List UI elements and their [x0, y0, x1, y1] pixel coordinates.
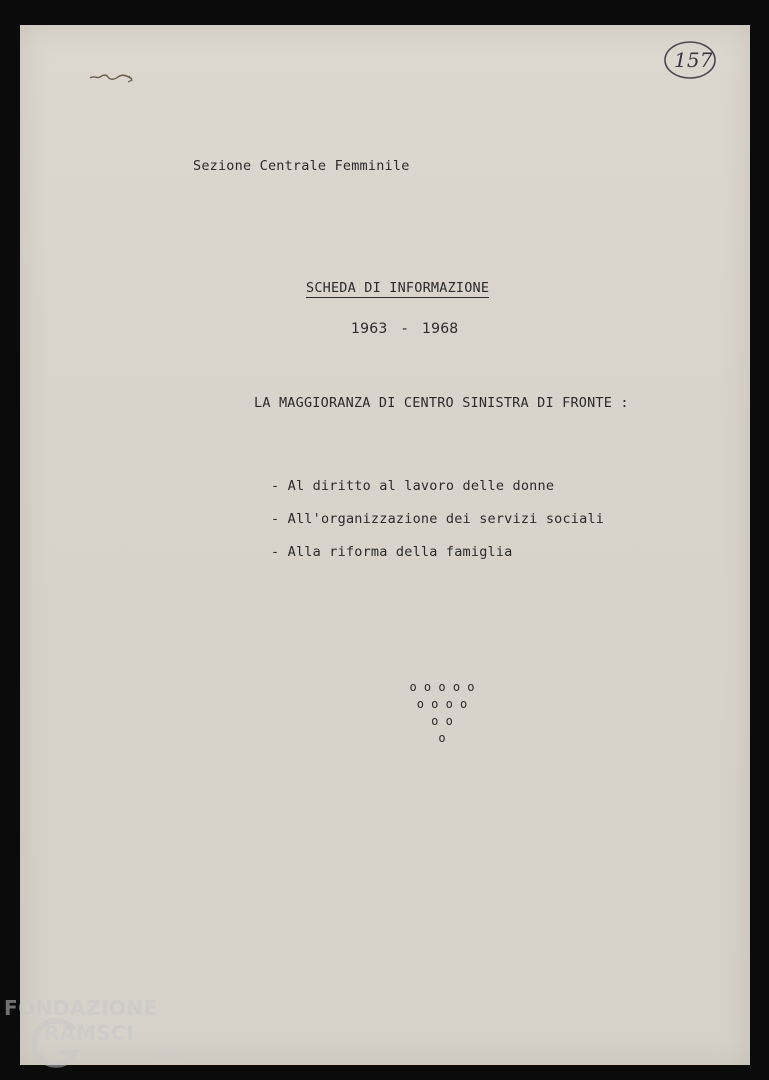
ornament-row: o	[438, 731, 446, 745]
handwritten-mark	[88, 69, 136, 85]
folio-number-stamp	[662, 38, 718, 82]
section-header: Sezione Centrale Femminile	[193, 158, 410, 174]
document-page	[20, 25, 750, 1065]
watermark-line-2: RAMSCI	[44, 1021, 135, 1045]
year-range: 1963 - 1968	[351, 321, 459, 337]
folio-number: 157	[674, 48, 713, 72]
document-title-text: SCHEDA DI INFORMAZIONE	[306, 280, 490, 296]
watermark-line-3: onlus	[156, 1049, 183, 1060]
fondazione-gramsci-watermark	[4, 996, 204, 1076]
ornament-row: o o	[431, 714, 453, 728]
ornament-row: o o o o o	[409, 680, 475, 694]
ornament-row: o o o o	[416, 697, 468, 711]
document-subtitle: LA MAGGIORANZA DI CENTRO SINISTRA DI FRONTE :	[254, 395, 629, 411]
list-item: - Al diritto al lavoro delle donne	[271, 478, 555, 494]
list-item: - Alla riforma della famiglia	[271, 544, 513, 560]
ornament-triangle	[372, 679, 512, 747]
document-title	[306, 280, 489, 296]
watermark-line-1: FONDAZIONE	[4, 996, 158, 1020]
list-item: - All'organizzazione dei servizi sociali	[271, 511, 605, 527]
